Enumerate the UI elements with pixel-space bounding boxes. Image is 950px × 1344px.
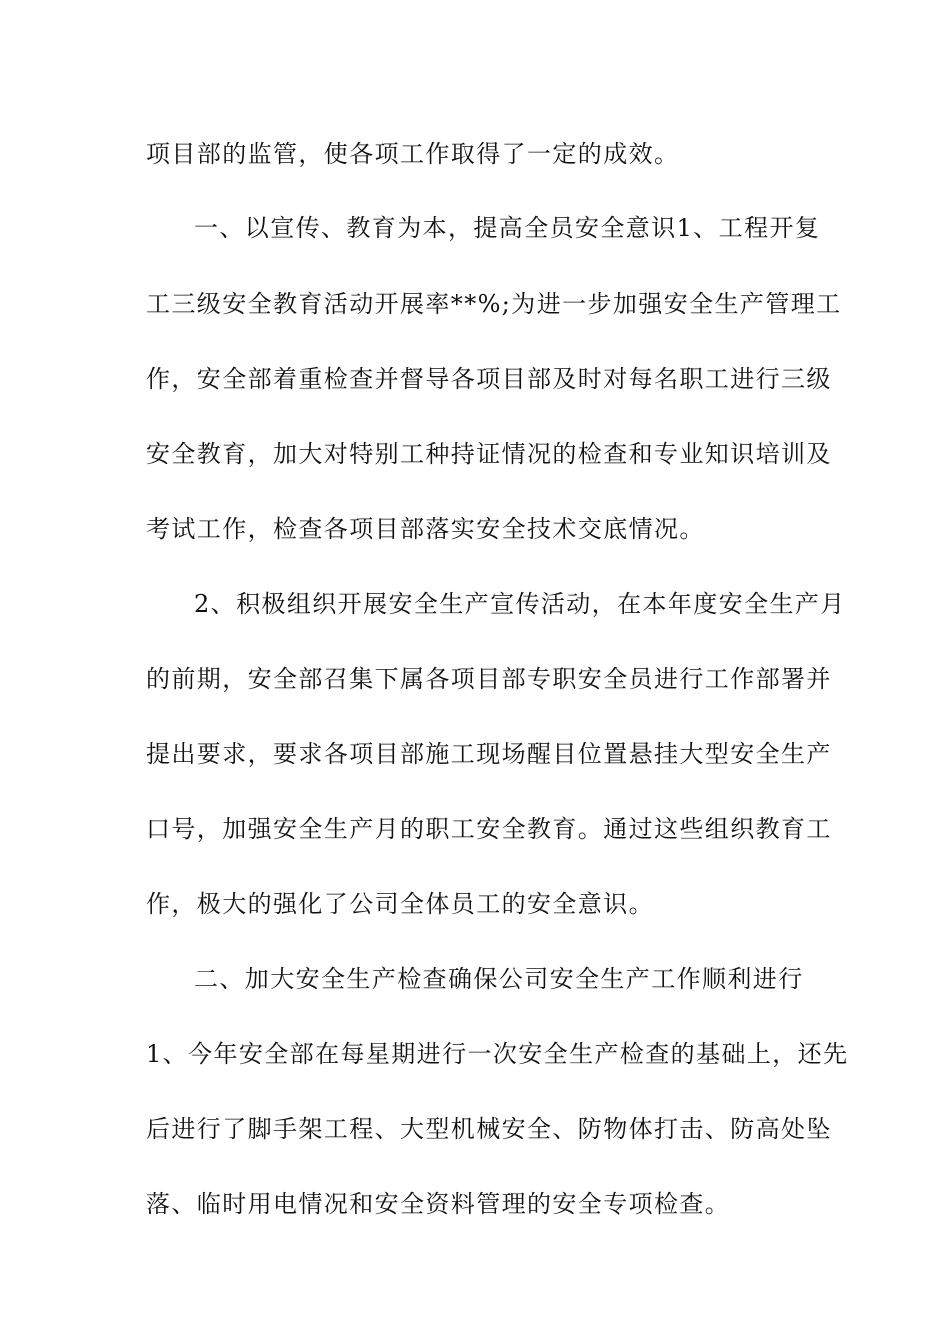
text-line: 安全教育，加大对特别工种持证情况的检查和专业知识培训及 [146,440,832,468]
text-line: 口号，加强安全生产月的职工安全教育。通过这些组织教育工 [146,815,832,843]
text-line: 作，安全部着重检查并督导各项目部及时对每名职工进行三级 [146,365,832,393]
text-line: 落、临时用电情况和安全资料管理的安全专项检查。 [146,1190,731,1218]
text-line: 一、以宣传、教育为本，提高全员安全意识1、工程开复 [194,214,821,242]
text-line: 2、积极组织开展安全生产宣传活动，在本年度安全生产月 [194,590,846,618]
text-line: 工三级安全教育活动开展率**%;为进一步加强安全生产管理工 [146,290,842,318]
text-line: 后进行了脚手架工程、大型机械安全、防物体打击、防高处坠 [146,1115,832,1143]
text-line: 1、今年安全部在每星期进行一次安全生产检查的基础上，还先 [146,1040,849,1068]
text-line: 提出要求，要求各项目部施工现场醒目位置悬挂大型安全生产 [146,740,832,768]
text-line: 考试工作，检查各项目部落实安全技术交底情况。 [146,515,705,543]
text-line: 二、加大安全生产检查确保公司安全生产工作顺利进行 [194,965,804,993]
text-line: 作，极大的强化了公司全体员工的安全意识。 [146,890,654,918]
text-line: 的前期，安全部召集下属各项目部专职安全员进行工作部署并 [146,665,832,693]
text-line: 项目部的监管，使各项工作取得了一定的成效。 [146,140,680,168]
